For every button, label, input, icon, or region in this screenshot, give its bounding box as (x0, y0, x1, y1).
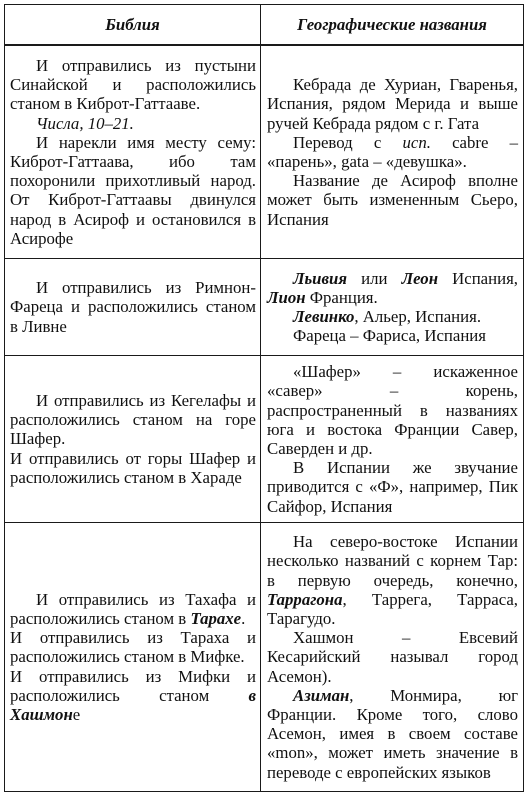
bible-text: И нарекли имя месту сему: Киброт-Гаттаава, ибо там похоронили прихотливый народ. От Киброт-Гаттаавы двинулся народ в Асирoф и остановился в Асирофе (10, 132, 256, 248)
table-row (5, 523, 524, 792)
bible-cell (5, 45, 261, 259)
text-fragment: И отправились из Тахафа и расположились станом в (10, 589, 256, 628)
bible-cell (5, 523, 261, 792)
place-name: Лион (267, 287, 306, 307)
bible-text: И отправились из пустыни Синайской и расположились станом в Киброт-Гаттааве. (10, 55, 256, 114)
place-name: Таррагона (267, 589, 343, 609)
text-fragment: , Таррега, Таррaса, Тарагудо. (267, 589, 518, 628)
geography-text: Хашмон – Евсевий Кесарийский называл город Асемон). (267, 628, 518, 686)
bible-text: И отправились от горы Шафер и расположились станом в Хараде (10, 448, 256, 487)
geography-text (267, 532, 518, 628)
column-header-bible: Библия (5, 5, 261, 46)
table-row (5, 356, 524, 523)
text-fragment: . (241, 608, 246, 628)
text-fragment: , Монмира, юг Франции. Кроме того, слово Асемон, имея в своем составе «mon», может иметь значение в переводе с европейских языков (267, 685, 518, 782)
geography-text (267, 269, 518, 307)
table-header-row (5, 5, 524, 46)
language-abbreviation: исп. (402, 132, 431, 152)
geography-cell (261, 259, 524, 356)
geography-text: Фареца – Фариса, Испания (293, 326, 487, 346)
geography-text: Название де Асироф вполне может быть измененным Сьеро, Испания (267, 171, 518, 229)
bible-text (10, 667, 256, 725)
bible-cell (5, 259, 261, 356)
bible-text: И отправились из Тараха и расположились станом в Мифке. (10, 628, 256, 667)
bible-cell (5, 356, 261, 523)
text-fragment: , Альер, Испания. (354, 307, 482, 326)
text-fragment: или (347, 268, 402, 288)
bible-text: И отправились из Кегелафы и расположились станом на горе Шафер. (10, 390, 256, 449)
text-fragment: На северо-востоке Испании несколько названий с корнем Тар: в первую очередь, конечно, (267, 532, 518, 590)
text-fragment: Перевод с (293, 132, 403, 152)
text-fragment: Франция. (305, 287, 378, 307)
text-fragment: Испания, (438, 268, 518, 288)
bible-geography-table (4, 4, 524, 792)
table-row (5, 259, 524, 356)
geography-text (267, 307, 518, 326)
geography-cell (261, 356, 524, 523)
bible-text: И отправились из Римнон-Фареца и расположились станом в Ливне (10, 278, 256, 336)
place-name: в Хашмон (10, 685, 256, 724)
geography-cell (261, 45, 524, 259)
place-name: Льивия (293, 268, 347, 288)
bible-reference: Числа, 10–21. (36, 113, 134, 133)
geography-text (267, 686, 518, 782)
geography-cell (261, 523, 524, 792)
geography-text: «Шафер» – искаженное «савер» – корень, распространенный в названиях юга и востока Франции Савер, Саверден и др. (267, 362, 518, 458)
place-name: Левинко (293, 307, 355, 326)
geography-text: Кебрада де Хуриан, Гваренья, Испания, рядом Мерида и выше ручей Кебрада рядом с г. Гата (267, 75, 518, 133)
geography-text (267, 133, 518, 171)
table-row (5, 45, 524, 259)
place-name: Азиман (293, 685, 350, 705)
text-fragment: е (72, 705, 81, 724)
text-fragment: И отправились из Мифки и расположились станом (10, 666, 256, 705)
geography-text: В Испании же звучание приводится с «Ф», например, Пик Сайфор, Испания (267, 458, 518, 516)
bible-text (10, 590, 256, 628)
text-fragment: cabre – «парень», gata – «девушка». (267, 132, 519, 171)
place-name: Тарахе (190, 608, 242, 628)
column-header-geographic-names: Географические названия (261, 5, 524, 46)
place-name: Леон (401, 268, 439, 288)
